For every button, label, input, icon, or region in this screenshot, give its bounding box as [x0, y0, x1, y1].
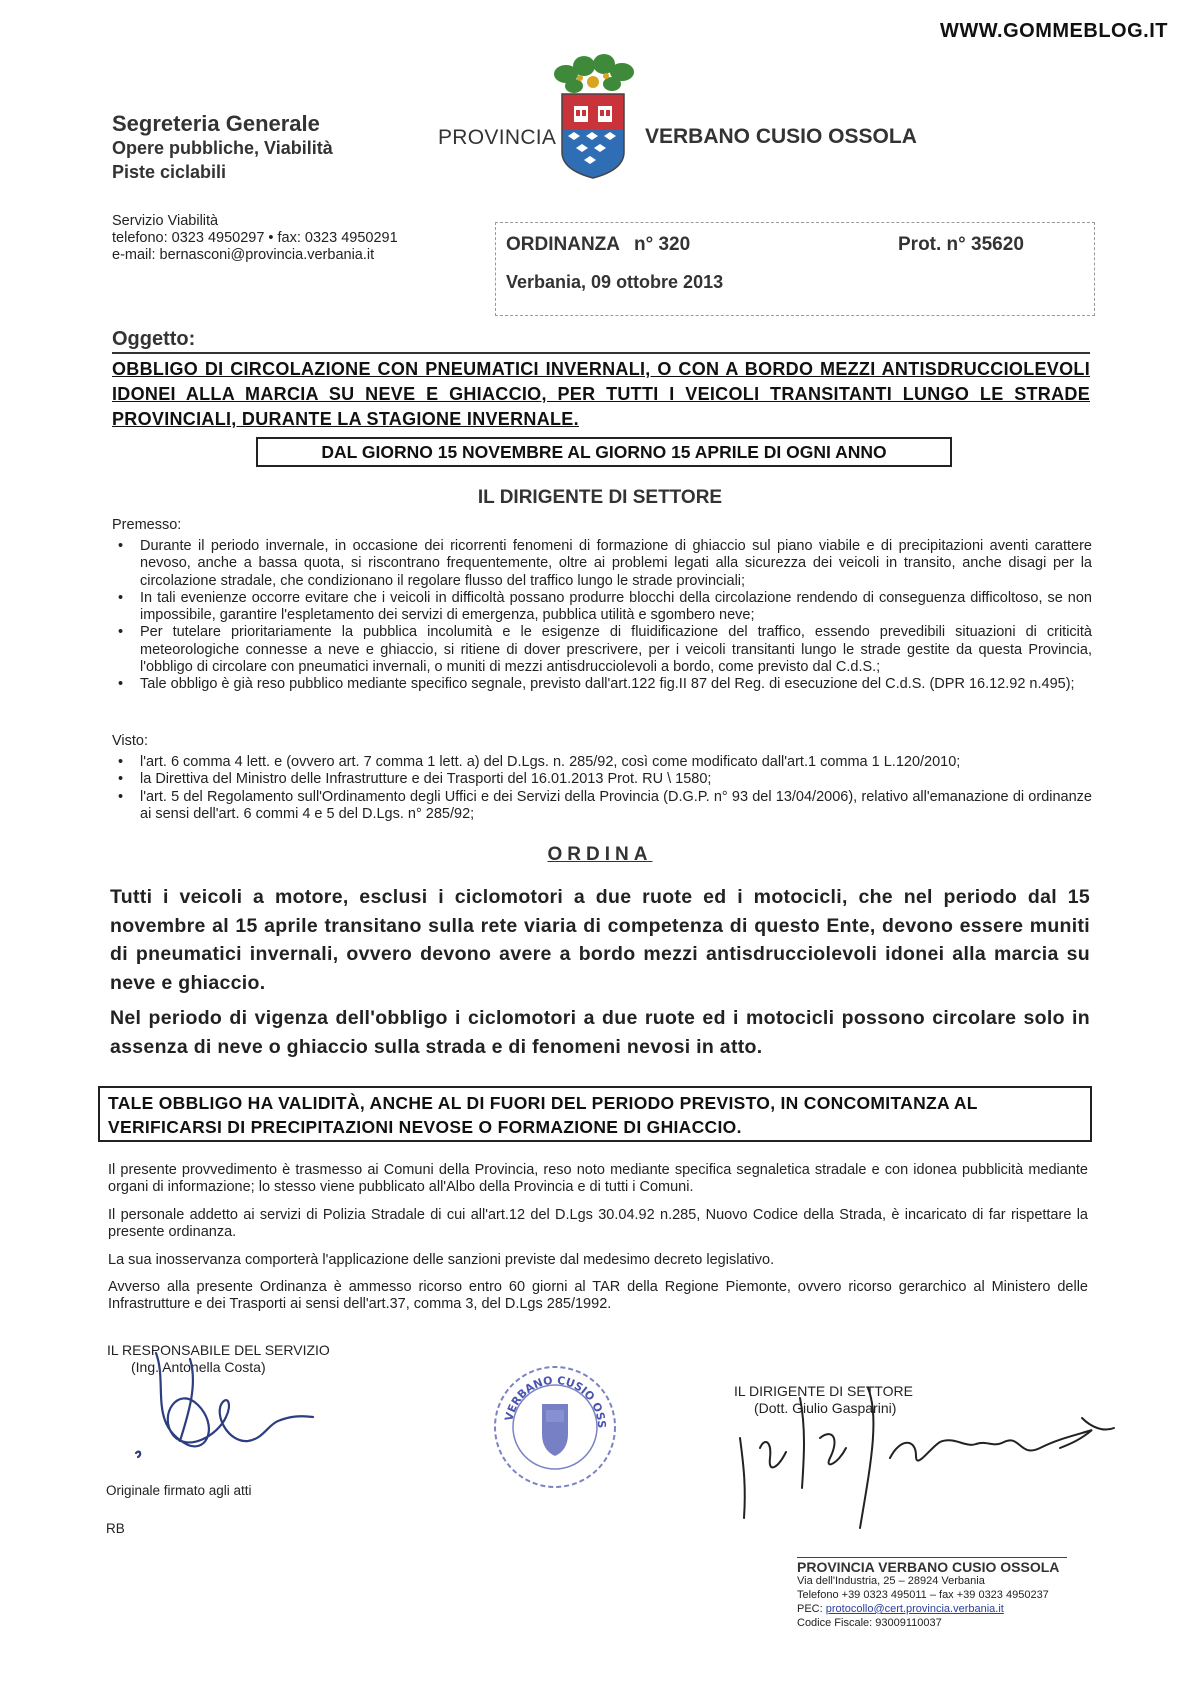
footer-address: Via dell'Industria, 25 – 28924 Verbania: [797, 1575, 985, 1587]
initials: RB: [106, 1521, 125, 1536]
visto-item: • l'art. 6 comma 4 lett. e (ovvero art. 7 comma 1 lett. a) del D.Lgs. n. 285/92, così come modificato dall'art.1 comma 1 L.120/2010;: [112, 754, 1092, 771]
email: e-mail: bernasconi@provincia.verbania.it: [112, 247, 375, 263]
provincia-name: VERBANO CUSIO OSSOLA: [645, 125, 917, 148]
handwritten-signature-2: [720, 1378, 1120, 1553]
footer-name: PROVINCIA VERBANO CUSIO OSSOLA: [797, 1557, 1067, 1574]
pec-link[interactable]: protocollo@cert.provincia.verbania.it: [825, 1603, 1004, 1615]
provincial-crest-icon: [548, 52, 638, 187]
site-watermark: WWW.GOMMEBLOG.IT: [940, 20, 1168, 42]
handwritten-signature-1: [128, 1345, 328, 1470]
ordinance-number-value: n° 320: [634, 234, 691, 255]
dirigente-heading: IL DIRIGENTE DI SETTORE: [477, 487, 723, 508]
place-date: Verbania, 09 ottobre 2013: [506, 272, 724, 292]
subject-label: Oggetto:: [112, 328, 196, 350]
contact-block: [112, 213, 398, 264]
footer-pec: [797, 1602, 1067, 1616]
closing-paragraph-1: Il presente provvedimento è trasmesso ai Comuni della Provincia, reso noto mediante specifica segnaletica stradale e con idonea pubblicità mediante organi di informazione; lo stesso viene pubblicato all'Albo della Provincia e di tutti i Comuni.: [108, 1162, 1088, 1196]
responsible-name: (Ing. Antonella Costa): [131, 1359, 266, 1375]
footer-tax-code: Codice Fiscale: 93009110037: [797, 1617, 942, 1629]
department-subtitle-2: Piste ciclabili: [112, 162, 227, 182]
provincia-word: PROVINCIA: [438, 126, 557, 149]
premesso-item: • In tali evenienze occorre evitare che i veicoli in difficoltà possano produrre blocchi della circolazione rendendo di conseguenza difficoltoso, se non impossibile, garantire l'espletamento dei servizi di emergenza, pubblica utilità e sgombero neve;: [112, 590, 1092, 625]
ordina-heading: ORDINA: [547, 844, 653, 865]
visto-label: Visto:: [112, 733, 149, 749]
phone-fax: telefono: 0323 4950297 • fax: 0323 4950291: [112, 230, 398, 246]
ordinance-number: [506, 234, 690, 256]
premesso-item: • Per tutelare prioritariamente la pubblica incolumità e le esigenze di fluidificazione del traffico, essendo prevedibili situazioni di criticità meteorologiche connesse a neve e ghiaccio, si ritiene di dover prescrivere, per i veicoli transitanti lungo le strade gestite da questa Provincia, l'obbligo di circolare con pneumatici invernali, o muniti di mezzi antisdrucciolevoli a bordo, come previsto dal C.d.S.;: [112, 624, 1092, 676]
department-subtitle-1: Opere pubbliche, Viabilità: [112, 138, 333, 158]
premesso-item: • Tale obbligo è già reso pubblico mediante specifico segnale, previsto dall'art.122 fig.II 87 del Reg. di esecuzione del C.d.S. (DPR 16.12.92 n.495);: [112, 676, 1092, 693]
ordina-paragraph-2: Nel periodo di vigenza dell'obbligo i ciclomotori a due ruote ed i motocicli possono circolare solo in assenza di neve o ghiaccio sulla strada e di fenomeni nevosi in atto.: [110, 1007, 1090, 1058]
premesso-item: • Durante il periodo invernale, in occasione dei ricorrenti fenomeni di formazione di ghiaccio sul piano viabile e di precipitazioni aventi carattere nevoso, anche a bassa quota, si riscontrano frequentemente, oltre ai problemi legati alla sicurezza dei veicoli in transito, anche disagi per la circolazione stradale, che condizionano il regolare flusso del traffico lungo le strade provinciali;: [112, 538, 1092, 590]
premesso-list: [112, 538, 1092, 694]
responsible-title: IL RESPONSABILE DEL SERVIZIO: [107, 1342, 330, 1358]
premesso-label: Premesso:: [112, 517, 182, 533]
pec-label: PEC:: [797, 1603, 823, 1615]
stamp-text: VERBANO CUSIO OSS: [502, 1373, 609, 1429]
protocol-label: Prot. n°: [898, 234, 966, 255]
footer-address-block: [797, 1557, 1067, 1630]
original-note: Originale firmato agli atti: [106, 1483, 252, 1498]
director-title: IL DIRIGENTE DI SETTORE: [734, 1383, 913, 1399]
protocol-number: [898, 234, 1024, 256]
visto-item: • l'art. 5 del Regolamento sull'Ordinamento degli Uffici e dei Servizi della Provincia (D.G.P. n° 93 del 13/04/2006), relativo all'emanazione di ordinanze ai sensi dell'art. 6 commi 4 e 5 del D.Lgs. n° 285/92;: [112, 789, 1092, 824]
closing-paragraph-4: Avverso alla presente Ordinanza è ammesso ricorso entro 60 giorni al TAR della Regione Piemonte, ovvero ricorso gerarchico al Ministero delle Infrastrutture e dei Trasporti ai sensi dell'art.37, comma 3, del D.Lgs 285/1992.: [108, 1279, 1088, 1313]
subject-text: OBBLIGO DI CIRCOLAZIONE CON PNEUMATICI INVERNALI, O CON A BORDO MEZZI ANTISDRUCCIOLEVOLI IDONEI ALLA MARCIA SU NEVE E GHIACCIO, PER TUTTI I VEICOLI TRANSITANTI LUNGO LE STRADE PROVINCIALI, DURANTE LA STAGIONE INVERNALE.: [112, 359, 1090, 429]
subject-divider: [112, 352, 1090, 354]
closing-paragraph-3: La sua inosservanza comporterà l'applicazione delle sanzioni previste dal medesimo decreto legislativo.: [108, 1252, 775, 1268]
closing-paragraph-2: Il personale addetto ai servizi di Polizia Stradale di cui all'art.12 del D.Lgs 30.04.92 n.285, Nuovo Codice della Strada, è incaricato di far rispettare la presente ordinanza.: [108, 1207, 1088, 1241]
period-banner: DAL GIORNO 15 NOVEMBRE AL GIORNO 15 APRILE DI OGNI ANNO: [256, 437, 952, 467]
visto-list: [112, 754, 1092, 823]
ordinance-label: ORDINANZA: [506, 234, 620, 255]
department-header: [112, 112, 333, 184]
warning-text: TALE OBBLIGO HA VALIDITÀ, ANCHE AL DI FUORI DEL PERIODO PREVISTO, IN CONCOMITANZA AL VERIFICARSI DI PRECIPITAZIONI NEVOSE O FORMAZIONE DI GHIACCIO.: [108, 1093, 978, 1137]
protocol-value: 35620: [971, 234, 1024, 255]
director-name: (Dott. Giulio Gasparini): [754, 1400, 897, 1416]
department-title: Segreteria Generale: [112, 111, 320, 136]
ordina-paragraph-1: Tutti i veicoli a motore, esclusi i ciclomotori a due ruote ed i motocicli, che nel periodo dal 15 novembre al 15 aprile transitano sulla rete viaria di competenza di questo Ente, devono essere muniti di pneumatici invernali, ovvero devono avere a bordo mezzi antisdrucciolevoli idonei alla marcia su neve e ghiaccio.: [110, 886, 1090, 994]
visto-item: • la Direttiva del Ministro delle Infrastrutture e dei Trasporti del 16.01.2013 Prot. RU \ 1580;: [112, 771, 1092, 788]
footer-phone: Telefono +39 0323 495011 – fax +39 0323 4950237: [797, 1589, 1049, 1601]
official-stamp: [490, 1362, 620, 1497]
service-name: Servizio Viabilità: [112, 213, 219, 229]
